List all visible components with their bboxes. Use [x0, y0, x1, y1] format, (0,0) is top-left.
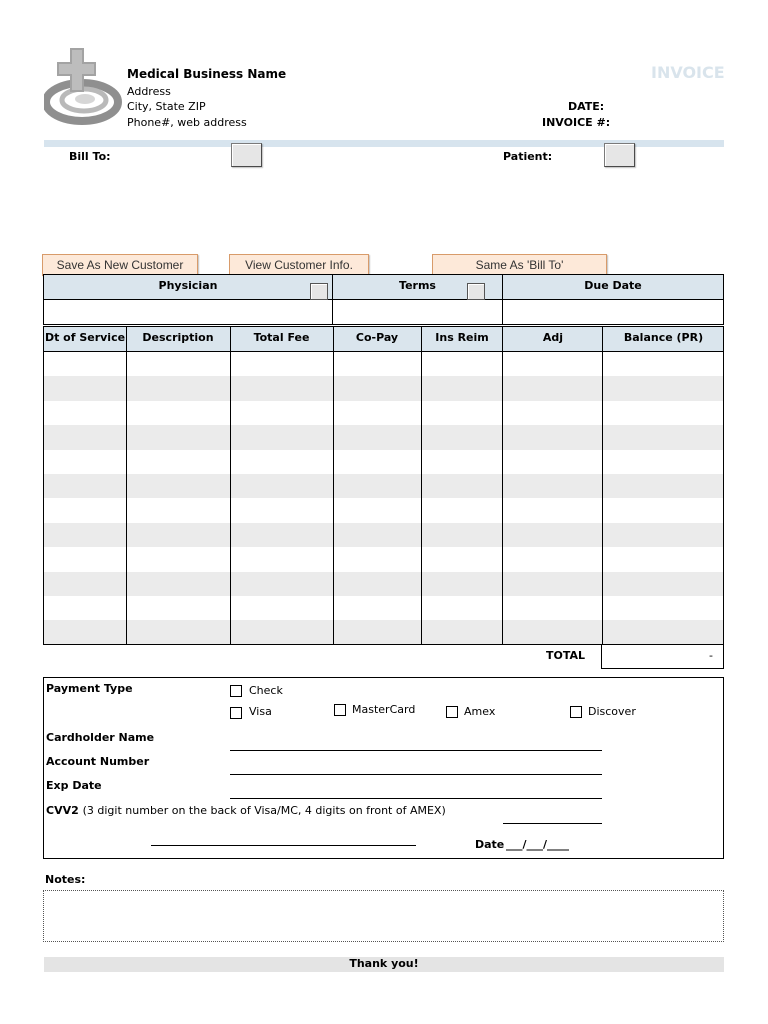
visa-label: Visa — [249, 705, 272, 718]
signature-line[interactable] — [151, 845, 416, 846]
business-city-state-zip: City, State ZIP — [127, 100, 206, 113]
visa-checkbox[interactable] — [230, 707, 242, 719]
exp-date-label: Exp Date — [46, 779, 102, 792]
column-header: Description — [142, 331, 214, 344]
amex-checkbox[interactable] — [446, 706, 458, 718]
cardholder-name-label: Cardholder Name — [46, 731, 155, 744]
account-number-line[interactable] — [230, 774, 602, 775]
amex-label: Amex — [464, 705, 496, 718]
table-row[interactable] — [44, 498, 723, 522]
table-row[interactable] — [44, 474, 723, 498]
mastercard-label: MasterCard — [352, 703, 416, 716]
due-date-header: Due Date — [503, 275, 723, 300]
check-checkbox[interactable] — [230, 685, 242, 697]
cvv2-label: CVV2 — [46, 804, 79, 817]
cardholder-name-line[interactable] — [230, 750, 602, 751]
discover-label: Discover — [588, 705, 636, 718]
column-header: Co-Pay — [355, 331, 399, 344]
due-date-value-cell[interactable] — [503, 300, 723, 325]
total-box — [601, 645, 724, 669]
check-label: Check — [249, 684, 283, 697]
physician-header: Physician — [44, 275, 332, 300]
business-address: Address — [127, 85, 171, 98]
physician-value-cell[interactable] — [44, 300, 332, 325]
same-as-bill-to-button[interactable]: Same As 'Bill To' — [432, 254, 607, 276]
total-value: - — [709, 649, 713, 662]
column-header: Ins Reim — [435, 331, 489, 344]
business-phone-web: Phone#, web address — [127, 116, 247, 129]
table-row[interactable] — [44, 376, 723, 400]
patient-picker-button[interactable] — [604, 143, 635, 167]
notes-label: Notes: — [45, 873, 86, 886]
service-table-header — [44, 327, 723, 352]
notes-box[interactable] — [43, 890, 724, 942]
cvv2-note: (3 digit number on the back of Visa/MC, 4 digits on front of AMEX) — [82, 804, 446, 817]
exp-date-line[interactable] — [230, 798, 602, 799]
table-row[interactable] — [44, 352, 723, 376]
payment-type-label: Payment Type — [46, 682, 133, 695]
column-header: Balance (PR) — [623, 331, 704, 344]
payment-date-label: Date — [475, 838, 505, 851]
table-row[interactable] — [44, 596, 723, 620]
account-number-label: Account Number — [46, 755, 150, 768]
save-as-new-customer-button[interactable]: Save As New Customer — [42, 254, 198, 276]
table-row[interactable] — [44, 401, 723, 425]
terms-picker-button[interactable] — [467, 283, 485, 300]
table-row[interactable] — [44, 523, 723, 547]
payment-date-blank[interactable]: ___/___/____ — [506, 838, 570, 851]
table-row[interactable] — [44, 450, 723, 474]
invoice-number-label: INVOICE #: — [542, 116, 611, 129]
date-label: DATE: — [568, 100, 605, 113]
bill-to-label: Bill To: — [69, 150, 111, 163]
total-label: TOTAL — [546, 649, 586, 662]
payment-section — [43, 677, 724, 859]
business-name: Medical Business Name — [127, 67, 287, 81]
terms-value-cell[interactable] — [333, 300, 502, 325]
column-header: Dt of Service — [44, 331, 126, 344]
table-row[interactable] — [44, 425, 723, 449]
invoice-title: INVOICE — [651, 63, 725, 82]
view-customer-info-button[interactable]: View Customer Info. — [229, 254, 369, 276]
table-row[interactable] — [44, 572, 723, 596]
physician-picker-button[interactable] — [310, 283, 328, 300]
patient-label: Patient: — [503, 150, 553, 163]
terms-header: Terms — [333, 275, 502, 300]
discover-checkbox[interactable] — [570, 706, 582, 718]
cvv2-line[interactable] — [503, 823, 602, 824]
physician-terms-table — [43, 274, 724, 325]
bill-to-picker-button[interactable] — [231, 143, 262, 167]
table-row[interactable] — [44, 547, 723, 571]
service-table — [43, 326, 724, 645]
cvv2-text — [46, 804, 446, 817]
medical-cross-icon — [44, 46, 124, 126]
thank-you-footer: Thank you! — [44, 957, 724, 972]
column-header: Total Fee — [253, 331, 310, 344]
table-row[interactable] — [44, 620, 723, 644]
column-header: Adj — [542, 331, 564, 344]
mastercard-checkbox[interactable] — [334, 704, 346, 716]
